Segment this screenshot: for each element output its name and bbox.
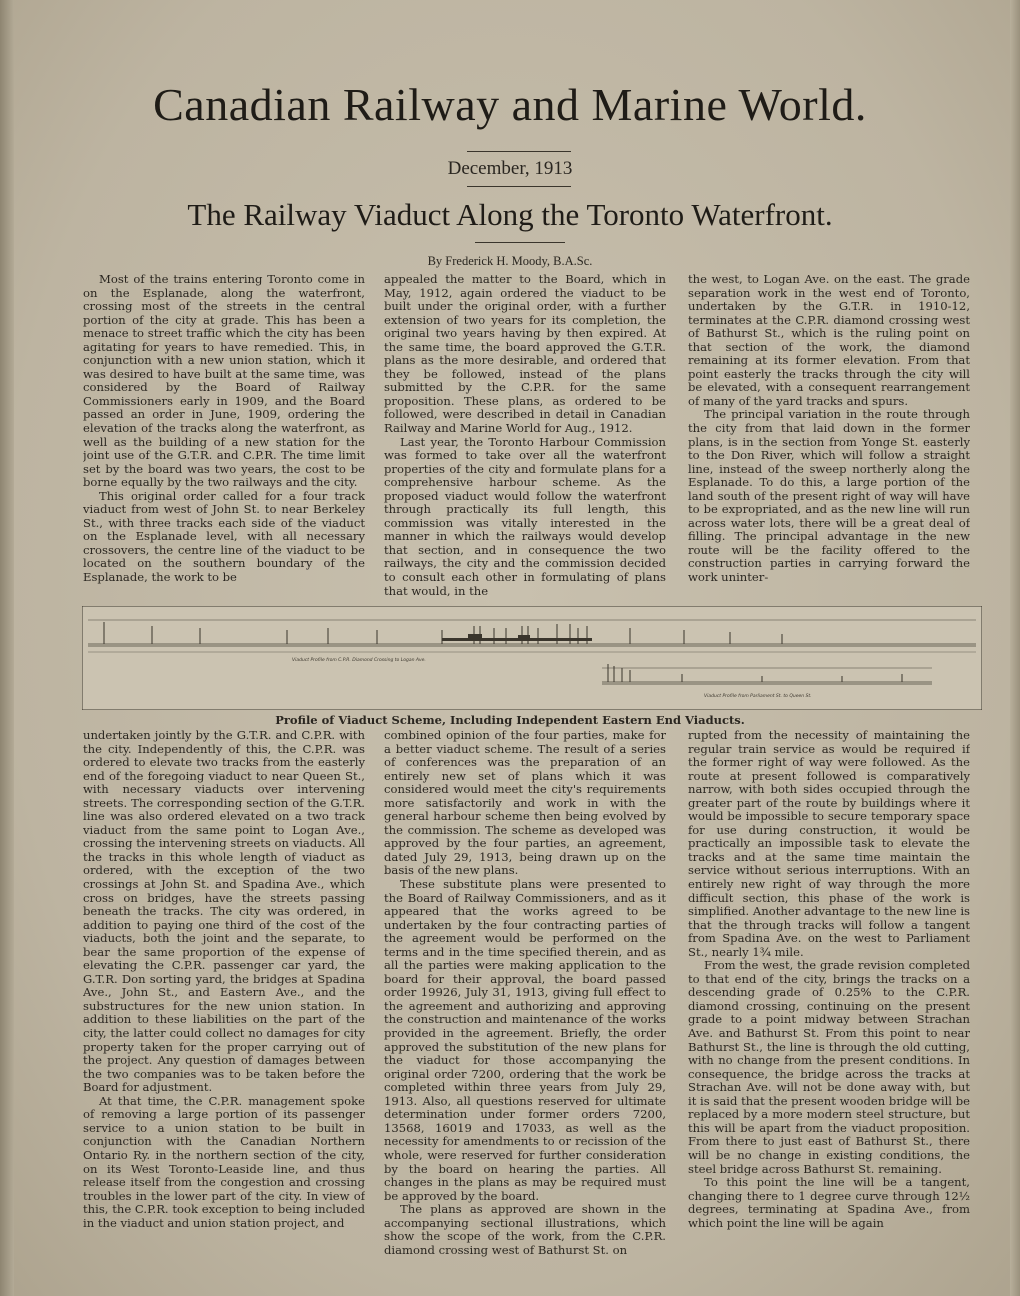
article-headline: The Railway Viaduct Along the Toronto Waterfront. [187, 197, 833, 232]
paragraph: the west, to Logan Ave. on the east. The grade separation work in the west end of Toronto, undertaken by the G.T.R. in 1910-12, terminates at the C.P.R. diamond crossing west of Bathurst St., which is the ruling point on that section of the work, the diamond remaining at its former elevation. From that point easterly the tracks through the city will be elevated, with a consequent rearrangement of many of the yard tracks and spurs. [688, 273, 970, 408]
profile-2-label: Viaduct Profile from Parliament St. to Queen St. [704, 694, 812, 699]
date-rule [467, 186, 571, 187]
paragraph: These substitute plans were presented to the Board of Railway Commissioners, and as it appeared that the works agreed to be undertaken by the four contracting parties of the agreement would be performed on the terms and in the time specified therein, and as all the parties were making application to the board for their approval, the board passed order 19926, July 31, 1913, giving full effect to the agreement and authorizing and approving the construction and maintenance of the works provided in the agreement. Briefly, the order approved the substitution of the new plans for the viaduct for those accompanying the original order 7200, ordering that the work be completed within three years from July 29, 1913. Also, all questions reserved for ultimate determination under former orders 7200, 13568, 16019 and 17033, as well as the necessity for amendments to or recission of the whole, were reserved for further consideration by the board on hearing the parties. All changes in the plans as may be required must be approved by the board. [384, 877, 666, 1203]
paragraph: This original order called for a four track viaduct from west of John St. to near Berkeley St., with three tracks each side of the viaduct on the Esplanade level, with all necessary crossovers, the centre line of the viaduct to be located on the southern boundary of the Esplanade, the work to be [83, 488, 365, 585]
paragraph: combined opinion of the four parties, make for a better viaduct scheme. The result of a series of conferences was the preparation of an entirely new set of plans which it was considered would meet the city's requirements more satisfactorily and work in with the general harbour scheme then being evolved by the commission. The scheme as developed was approved by the four parties, an agreement, dated July 29, 1913, being drawn up on the basis of the new plans. [384, 729, 666, 878]
viaduct-profile-figure [82, 606, 982, 710]
viaduct-profile-drawing [82, 606, 982, 710]
byline: By Frederick H. Moody, B.A.Sc. [427, 254, 593, 268]
top-column-3 [688, 273, 970, 599]
paragraph: rupted from the necessity of maintaining the regular train service as would be required if the former right of way were followed. As the route at present followed is comparatively narrow, with both sides occupied through the greater part of the route by buildings where it would be impossible to secure temporary space for use during construction, it would be practically an impossible task to elevate the tracks and at the same time maintain the service without serious interruptions. With an entirely new right of way through the more difficult section, this phase of the work is simplified. Another advantage to the new line is that the through tracks will follow a tangent from Spadina Ave. on the west to Parliament St., nearly 1¾ mile. [688, 729, 970, 959]
figure-frame [82, 606, 982, 710]
paragraph: The plans as approved are shown in the accompanying sectional illustrations, which show the scope of the work, from the C.P.R. diamond crossing west of Bathurst St. on [384, 1202, 666, 1257]
headline-rule [475, 242, 565, 243]
issue-date: December, 1913 [447, 158, 573, 179]
bottom-column-1 [83, 729, 365, 1285]
top-column-2 [384, 273, 666, 599]
top-column-1 [83, 273, 365, 599]
paragraph: The principal variation in the route through the city from that laid down in the former plans, is in the section from Yonge St. easterly to the Don River, which will follow a straight line, instead of the sweep northerly along the Esplanade. To do this, a large portion of the land south of the present right of way will have to be expropriated, and as the new line will run across water lots, there will be a great deal of filling. The principal advantage in the new route will be the facility offered to the construction parties in carrying forward the work uninter- [688, 407, 970, 585]
bottom-column-2 [384, 729, 666, 1285]
profile-1-label: Viaduct Profile from C.P.R. Diamond Crossing to Logan Ave. [292, 658, 426, 663]
masthead: Canadian Railway and Marine World. [153, 79, 867, 130]
paragraph: Most of the trains entering Toronto come in on the Esplanade, along the waterfront, crossing most of the streets in the central portion of the city at grade. This has been a menace to street traffic which the city has been agitating for years to have remedied. This, in conjunction with a new union station, which it was desired to have built at the same time, was considered by the Board of Railway Commissioners early in 1909, and the Board passed an order in June, 1909, ordering the elevation of the tracks along the waterfront, as well as the building of a new station for the joint use of the G.T.R. and C.P.R. The time limit set by the board was two years, the cost to be borne equally by the two railways and the city. [83, 273, 365, 490]
masthead-rule [467, 151, 571, 152]
paragraph: Last year, the Toronto Harbour Commission was formed to take over all the waterfront properties of the city and formulate plans for a comprehensive harbour scheme. As the proposed viaduct would follow the waterfront through practically its full length, this commission was vitally interested in the manner in which the railways would develop that section, and in consequence the two railways, the city and the commission decided to consult each other in formulating of plans that would, in the [384, 434, 666, 598]
figure-caption: Profile of Viaduct Scheme, Including Independent Eastern End Viaducts. [275, 713, 745, 727]
paragraph: To this point the line will be a tangent, changing there to 1 degree curve through 12½ degrees, terminating at Spadina Ave., from which point the line will be again [688, 1175, 970, 1230]
paragraph: appealed the matter to the Board, which in May, 1912, again ordered the viaduct to be built under the original order, with a further extension of two years for its completion, the original two years having by then expired. At the same time, the board approved the G.T.R. plans as the more desirable, and ordered that they be followed, instead of the plans submitted by the C.P.R. for the same proposition. These plans, as ordered to be followed, were described in detail in Canadian Railway and Marine World for Aug., 1912. [384, 273, 666, 436]
paragraph: undertaken jointly by the G.T.R. and C.P.R. with the city. Independently of this, the C.P.R. was ordered to elevate two tracks from the easterly end of the foregoing viaduct to near Queen St., with necessary viaducts over intervening streets. The corresponding section of the G.T.R. line was also ordered elevated on a two track viaduct from the same point to Logan Ave., crossing the intervening streets on viaducts. All the tracks in this whole length of viaduct as ordered, with the exception of the two crossings at John St. and Spadina Ave., which cross on bridges, have the streets passing beneath the tracks. The city was ordered, in addition to paying one third of the cost of the viaducts, both the joint and the separate, to bear the same proportion of the expense of elevating the C.P.R. passenger car yard, the G.T.R. Don sorting yard, the bridges at Spadina Ave., John St., and Eastern Ave., and the substructures for the new union station. In addition to these liabilities on the part of the city, the latter could collect no damages for city property taken for the proper carrying out of the project. Any question of damages between the two companies was to be taken before the Board for adjustment. [83, 729, 365, 1095]
bottom-column-3 [688, 729, 970, 1285]
page-right-edge [1010, 0, 1020, 1296]
page-left-edge [0, 0, 14, 1296]
paragraph: From the west, the grade revision completed to that end of the city, brings the tracks on a descending grade of 0.25% to the C.P.R. diamond crossing, continuing on the present grade to a point midway between Strachan Ave. and Bathurst St. From this point to near Bathurst St., the line is through the old cutting, with no change from the present conditions. In consequence, the bridge across the tracks at Strachan Ave. will not be done away with, but it is said that the present wooden bridge will be replaced by a more modern steel structure, but this will be apart from the viaduct proposition. From there to just east of Bathurst St., there will be no change in existing conditions, the steel bridge across Bathurst St. remaining. [688, 958, 970, 1176]
paragraph: At that time, the C.P.R. management spoke of removing a large portion of its passenger service to a union station to be built in conjunction with the Canadian Northern Ontario Ry. in the northern section of the city, on its West Toronto-Leaside line, and thus release itself from the congestion and crossing troubles in the lower part of the city. In view of this, the C.P.R. took exception to being included in the viaduct and union station project, and [83, 1093, 365, 1230]
